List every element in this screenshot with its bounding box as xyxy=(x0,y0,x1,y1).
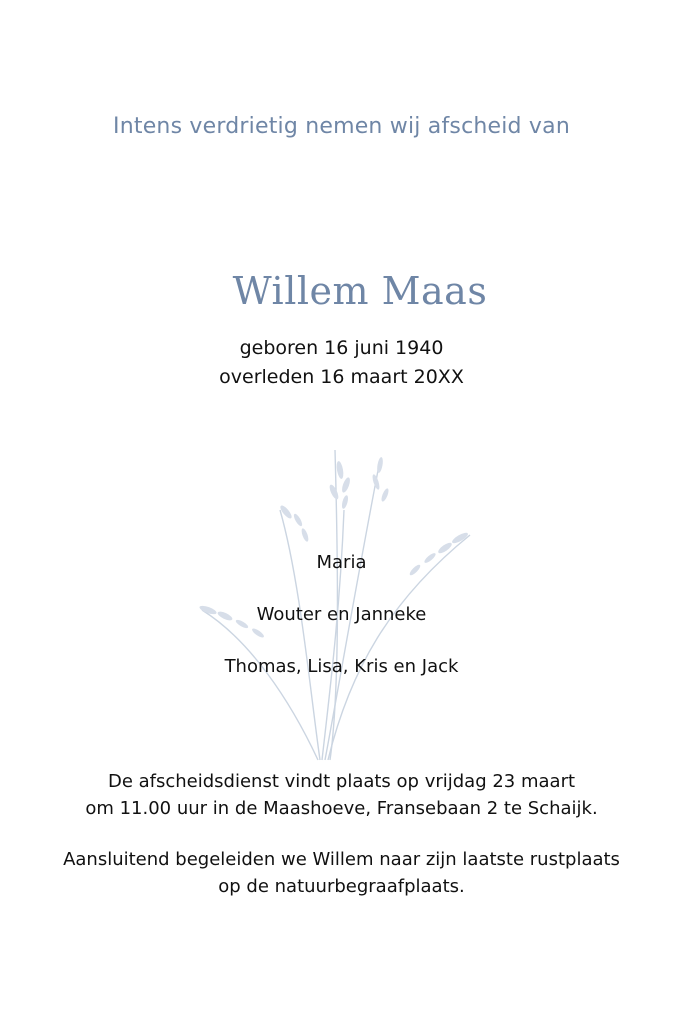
deceased-name: Willem Maas xyxy=(232,269,488,313)
death-date: overleden 16 maart 20XX xyxy=(219,366,464,388)
birth-date: geboren 16 juni 1940 xyxy=(239,337,444,359)
family-line: Wouter en Janneke xyxy=(256,604,427,625)
service-line: Aansluitend begeleiden we Willem naar zijn laatste rustplaats xyxy=(63,849,620,870)
service-line: om 11.00 uur in de Maashoeve, Fransebaan 2 te Schaijk. xyxy=(85,798,598,819)
service-line: De afscheidsdienst vindt plaats op vrijdag 23 maart xyxy=(107,771,576,792)
family-line: Maria xyxy=(316,552,367,573)
family-line: Thomas, Lisa, Kris en Jack xyxy=(224,656,459,677)
service-line: op de natuurbegraafplaats. xyxy=(218,876,465,897)
intro-text: Intens verdrietig nemen wij afscheid van xyxy=(113,114,570,139)
